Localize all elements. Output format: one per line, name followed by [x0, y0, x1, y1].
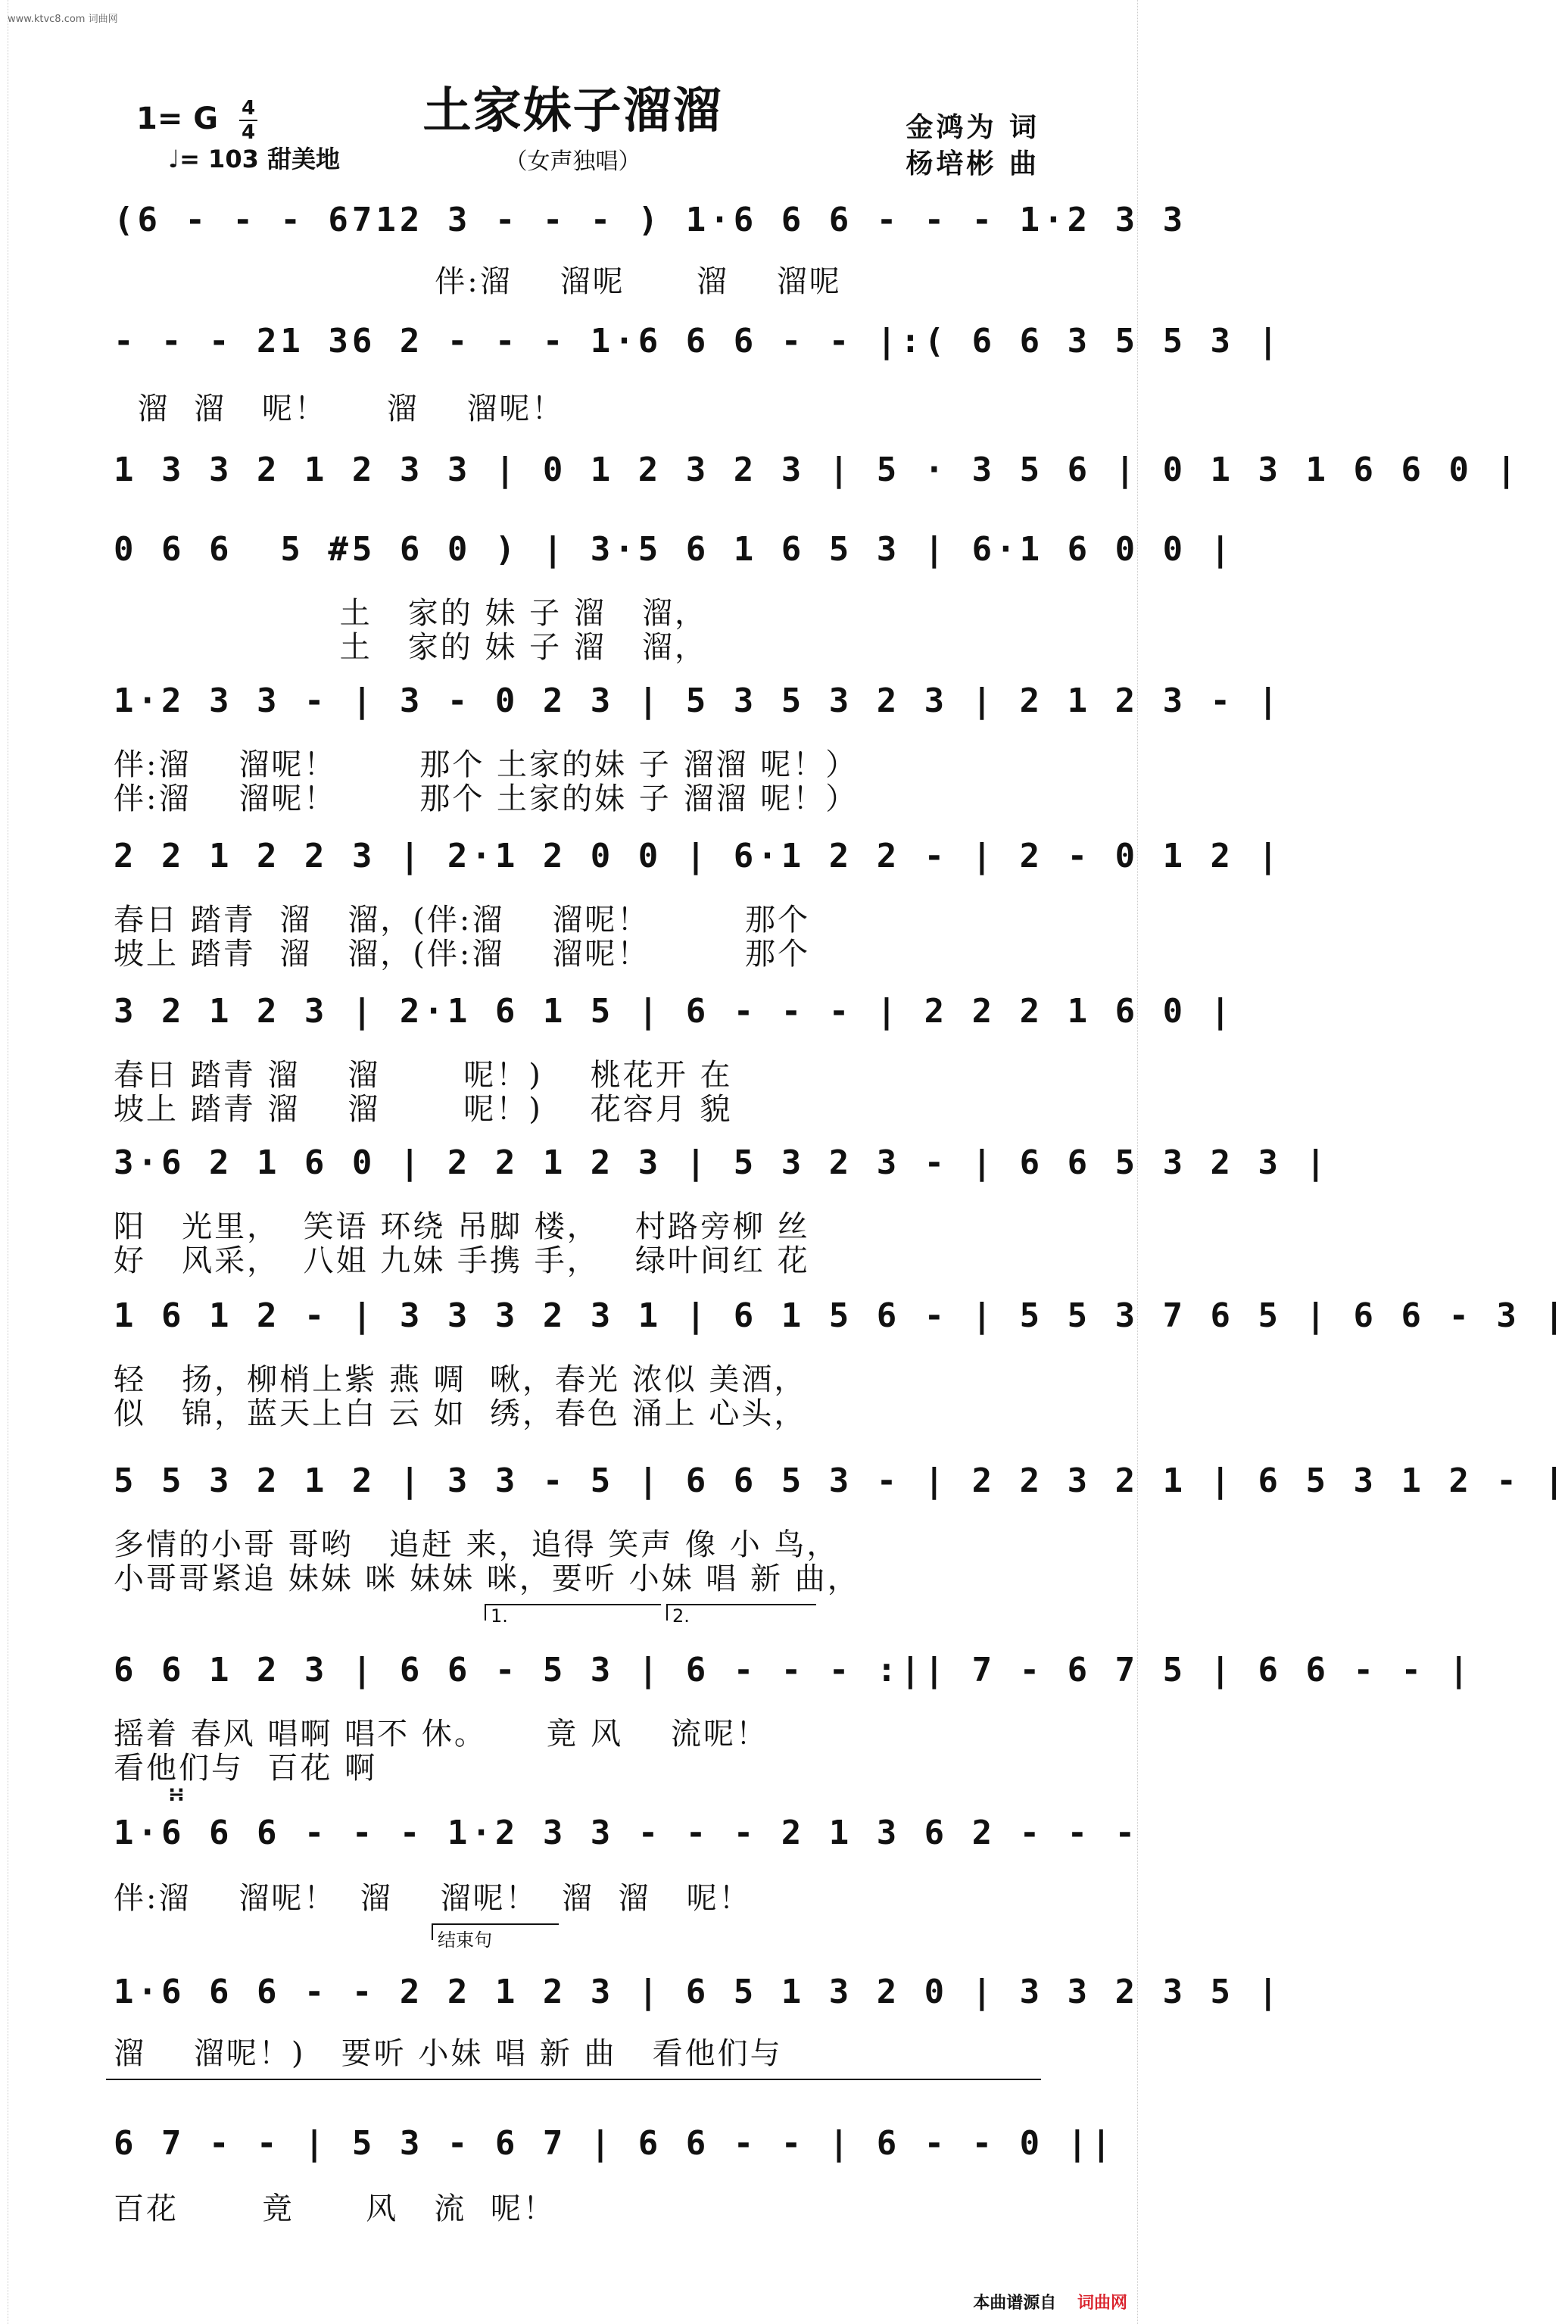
key-signature [136, 98, 257, 142]
time-signature-bottom: 4 [242, 121, 256, 144]
lyric-line-8b: 好 风采， 八姐 九妹 手携 手， 绿叶间红 花 [114, 1243, 810, 1278]
lyric-line-11a: 摇着 春风 唱啊 唱不 休。 竟 风 流呢！ [114, 1717, 769, 1752]
section-rule [106, 2079, 1041, 2080]
lyricist-credit: 金鸿为 词 [906, 112, 1040, 143]
song-subtitle: （女声独唱） [504, 148, 641, 175]
volta-bracket-1: 1. [485, 1604, 661, 1621]
lyric-line-10a: 多情的小哥 哥哟 追赶 来，追得 笑声 像 小 鸟， [114, 1527, 840, 1562]
lyric-line-12: 伴:溜 溜呢！ 溜 溜呢！ 溜 溜 呢！ [114, 1881, 752, 1916]
key-label: 1= G [136, 101, 219, 136]
lyric-line-10b: 小哥哥紧追 妹妹 咪 妹妹 咪，要听 小妹 唱 新 曲， [114, 1561, 860, 1596]
time-signature [239, 98, 257, 142]
score-line-10: 5 5 3 2 1 2 | 3 3 - 5 | 6 6 5 3 - | 2 2 3 2 1 | 6 5 3 1 2 - | [114, 1461, 1568, 1500]
score-line-11: 6 6 1 2 3 | 6 6 - 5 3 | 6 - - - :|| 7 - 6 7 5 | 6 6 - - | [114, 1651, 1473, 1689]
score-line-9: 1 6 1 2 - | 3 3 3 2 3 1 | 6 1 5 6 - | 5 5 3 7 6 5 | 6 6 - 3 | [114, 1296, 1568, 1335]
lyric-line-6a: 春日 踏青 溜 溜，(伴:溜 溜呢！ 那个 [114, 903, 810, 937]
tempo-marking: ♩= 103 甜美地 [168, 145, 340, 173]
score-line-4: 0 6 6 5 #5 6 0 ) | 3·5 6 1 6 5 3 | 6·1 6 0 0 | [114, 530, 1235, 569]
coda-sign: ∺ [168, 1783, 185, 1806]
lyric-line-4a: 土 家的 妹 子 溜 溜， [114, 596, 708, 631]
lyric-line-1: 伴:溜 溜呢 溜 溜呢 [114, 264, 842, 299]
footer [958, 2290, 1127, 2313]
score-line-3: 1 3 3 2 1 2 3 3 | 0 1 2 3 2 3 | 5 · 3 5 6 | 0 1 3 1 6 6 0 | [114, 451, 1520, 489]
lyric-line-7a: 春日 踏青 溜 溜 呢！) 桃花开 在 [114, 1058, 733, 1093]
composer-credit: 杨培彬 曲 [906, 148, 1040, 179]
score-line-12: 1·6 6 6 - - - 1·2 3 3 - - - 2 1 3 6 2 - - - [114, 1814, 1139, 1852]
time-signature-top: 4 [242, 97, 256, 120]
lyric-line-9b: 似 锦，蓝天上白 云 如 绣，春色 涌上 心头， [114, 1396, 807, 1431]
score-line-1: (6 - - - 6712 3 - - - ) 1·6 6 6 - - - 1·2 3 3 [114, 201, 1187, 239]
score-line-2: - - - 21 36 2 - - - 1·6 6 6 - - |:( 6 6 3 5 5 3 | [114, 322, 1283, 360]
score-line-14: 6 7 - - | 5 3 - 6 7 | 6 6 - - | 6 - - 0 || [114, 2124, 1115, 2163]
lyric-line-13: 溜 溜呢！) 要听 小妹 唱 新 曲 看他们与 [114, 2036, 783, 2071]
footer-source: 本曲谱源自 [973, 2294, 1057, 2313]
left-margin-strip [0, 0, 8, 2324]
site-label: www.ktvc8.com 词曲网 [8, 14, 118, 25]
score-line-6: 2 2 1 2 2 3 | 2·1 2 0 0 | 6·1 2 2 - | 2 - 0 1 2 | [114, 837, 1283, 875]
footer-brand-link[interactable]: 词曲网 [1077, 2294, 1127, 2313]
score-line-5: 1·2 3 3 - | 3 - 0 2 3 | 5 3 5 3 2 3 | 2 1 2 3 - | [114, 682, 1283, 720]
lyric-line-6b: 坡上 踏青 溜 溜，(伴:溜 溜呢！ 那个 [114, 937, 810, 972]
lyric-line-4b: 土 家的 妹 子 溜 溜， [114, 630, 708, 665]
song-title: 土家妹子溜溜 [422, 83, 723, 139]
score-line-13: 1·6 6 6 - - 2 2 1 2 3 | 6 5 1 3 2 0 | 3 3 2 3 5 | [114, 1973, 1283, 2011]
score-line-7: 3 2 1 2 3 | 2·1 6 1 5 | 6 - - - | 2 2 2 1 6 0 | [114, 992, 1235, 1031]
score-line-8: 3·6 2 1 6 0 | 2 2 1 2 3 | 5 3 2 3 - | 6 6 5 3 2 3 | [114, 1143, 1330, 1182]
lyric-line-8a: 阳 光里， 笑语 环绕 吊脚 楼， 村路旁柳 丝 [114, 1209, 810, 1244]
lyric-line-5a: 伴:溜 溜呢！ 那个 土家的妹 子 溜溜 呢！） [114, 747, 859, 782]
lyric-line-9a: 轻 扬，柳梢上紫 燕 啁 啾，春光 浓似 美酒， [114, 1362, 807, 1397]
lyric-line-14: 百花 竟 风 流 呢！ [114, 2191, 556, 2226]
lyric-line-5b: 伴:溜 溜呢！ 那个 土家的妹 子 溜溜 呢！） [114, 781, 859, 816]
coda-label: 结束句 [432, 1923, 559, 1940]
lyric-line-2: 溜 溜 呢！ 溜 溜呢！ [114, 391, 565, 426]
lyric-line-11b: 看他们与 百花 啊 [114, 1751, 378, 1786]
lyric-line-7b: 坡上 踏青 溜 溜 呢！) 花容月 貌 [114, 1092, 733, 1127]
volta-bracket-2: 2. [666, 1604, 816, 1621]
